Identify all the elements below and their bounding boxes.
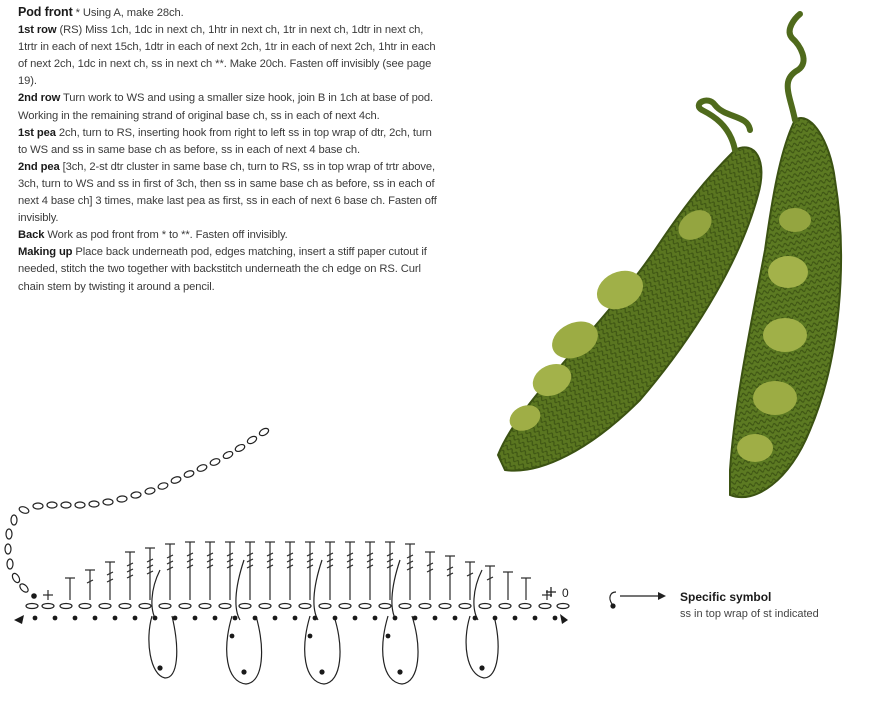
pea1-heading: 1st pea bbox=[18, 126, 56, 139]
specific-symbol-legend bbox=[604, 584, 884, 634]
row1-paragraph bbox=[18, 22, 438, 90]
back-heading: Back bbox=[18, 229, 45, 242]
legend-symbol bbox=[604, 584, 674, 624]
pea1-paragraph bbox=[18, 125, 438, 159]
pea2-text: [3ch, 2-st dtr cluster in same base ch, turn to RS, ss in top wrap of trtr above, 3ch, turn to WS and ss in first of 3ch, then ss in same base ch as before, ss in each of next 4 base ch] 3 times, make last pea as first, ss in each of next 6 base ch. Fasten off invisibly. bbox=[18, 160, 437, 225]
pea-loops bbox=[149, 560, 498, 684]
legend-arrow-icon bbox=[658, 592, 666, 600]
pattern-instructions bbox=[18, 4, 438, 296]
back-text: Work as pod front from * to **. Fasten off invisibly. bbox=[44, 229, 288, 242]
pea2-heading: 2nd pea bbox=[18, 160, 60, 173]
legend-title: Specific symbol bbox=[680, 590, 772, 604]
pea1-text: 2ch, turn to RS, inserting hook from right to left ss in top wrap of dtr, 2ch, turn to WS and ss in same base ch as before, ss in each of next 4 base ch. bbox=[18, 126, 432, 156]
row-number-label: 0 bbox=[562, 586, 569, 600]
trtr-stitches bbox=[125, 542, 415, 600]
row1-heading: 1st row bbox=[18, 24, 57, 37]
making-up-paragraph bbox=[18, 244, 438, 295]
pod-front-text: * Using A, make 28ch. bbox=[72, 7, 184, 19]
row1-text: (RS) Miss 1ch, 1dc in next ch, 1htr in next ch, 1tr in next ch, 1dtr in next ch, 1trtr in each of next 15ch, 1dtr in each of next 2ch, 1tr in each of next 2ch, 1htr in each of next 2ch, 1dc in next ch, ss in next ch **. Make 20ch. Fasten off invisibly (see page 19). bbox=[18, 24, 436, 88]
making-up-heading: Making up bbox=[18, 246, 73, 259]
left-pea-pod bbox=[498, 101, 761, 471]
right-pea-pod bbox=[730, 14, 841, 497]
stitch-row-1 bbox=[43, 542, 552, 600]
legend-description: ss in top wrap of st indicated bbox=[680, 608, 819, 620]
making-up-text: Place back underneath pod, edges matching, insert a stiff paper cutout if needed, stitch the two together with backstitch underneath the ch edge on RS. Curl chain stem by twisting it around a pencil. bbox=[18, 246, 427, 293]
base-chain-row bbox=[26, 604, 569, 609]
back-paragraph bbox=[18, 227, 438, 244]
pea2-paragraph bbox=[18, 159, 438, 227]
pod-front-heading: Pod front bbox=[18, 5, 73, 19]
crochet-chart bbox=[0, 420, 600, 728]
row2-heading: 2nd row bbox=[18, 92, 61, 105]
pod-front-paragraph bbox=[18, 4, 438, 22]
row2-text: Turn work to WS and using a smaller size hook, join B in 1ch at base of pod. Working in the remaining strand of original base ch, ss in each of next 4ch. bbox=[18, 92, 434, 122]
row2-paragraph bbox=[18, 90, 438, 124]
